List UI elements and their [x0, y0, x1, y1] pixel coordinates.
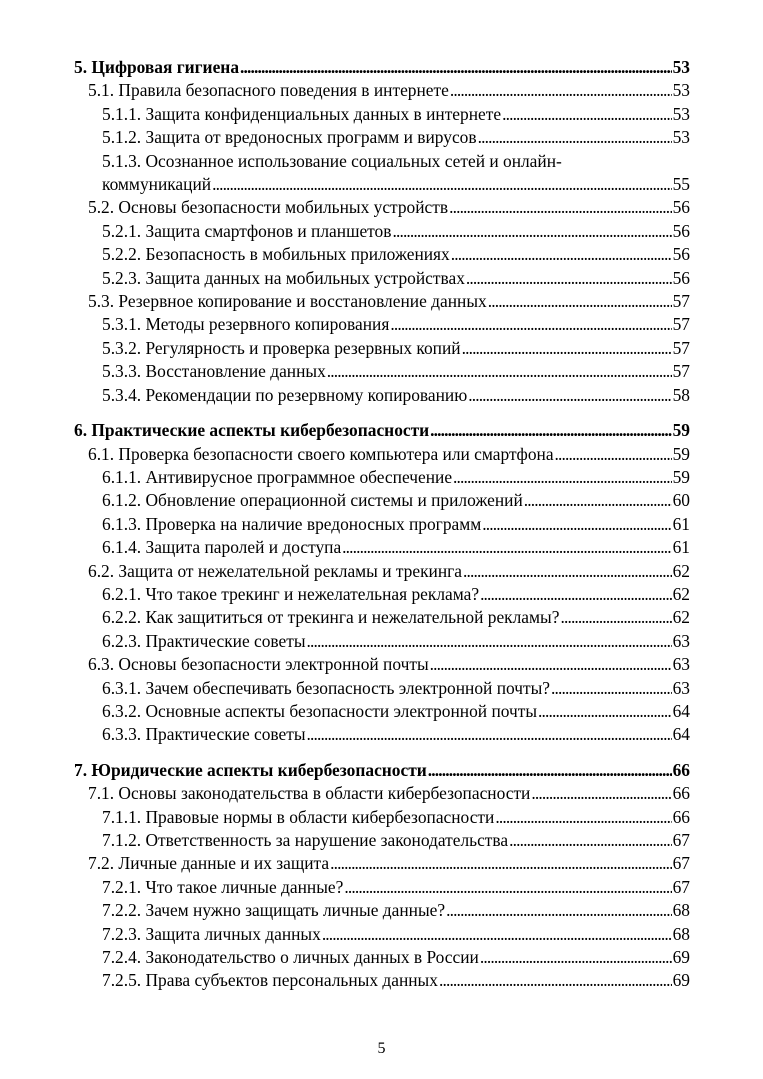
- dot-leader: [342, 536, 671, 559]
- toc-entry-title: 5.3.1. Методы резервного копирования: [102, 314, 390, 335]
- toc-entry-title: 6.1.3. Проверка на наличие вредоносных программ: [102, 513, 482, 534]
- toc-entry-title: 6.1.2. Обновление операционной системы и приложений: [102, 490, 523, 511]
- toc-entry-page: 63: [672, 654, 690, 675]
- toc-subsection[interactable]: [74, 267, 690, 290]
- toc-entry-title: 6.2. Защита от нежелательной рекламы и трекинга: [88, 560, 463, 581]
- toc-entry-title: 7. Юридические аспекты кибербезопасности: [74, 759, 427, 780]
- dot-leader: [495, 806, 671, 829]
- dot-leader: [450, 79, 672, 102]
- toc-entry-page: 64: [672, 700, 690, 721]
- toc-entry-page: 57: [672, 337, 690, 358]
- toc-subsection[interactable]: [74, 126, 690, 149]
- toc-subsection[interactable]: [74, 723, 690, 746]
- toc-subsection[interactable]: [74, 700, 690, 723]
- toc-entry-page: 55: [672, 174, 690, 195]
- toc-subsection[interactable]: [74, 384, 690, 407]
- dot-leader: [502, 103, 672, 126]
- dot-leader: [240, 56, 672, 79]
- toc-entry-page: 66: [672, 759, 690, 780]
- toc-entry-page: 68: [672, 923, 690, 944]
- dot-leader: [446, 899, 672, 922]
- toc-entry-title: 6.2.2. Как защититься от трекинга и нежелательной рекламы?: [102, 607, 560, 628]
- toc-entry-title: 6.2.3. Практические советы: [102, 630, 306, 651]
- toc-entry-page: 62: [672, 607, 690, 628]
- toc-entry-page: 56: [672, 197, 690, 218]
- dot-leader: [524, 489, 672, 512]
- dot-leader: [480, 946, 672, 969]
- toc-entry-title: 7.1. Основы законодательства в области кибербезопасности: [88, 783, 531, 804]
- toc-entry-page: 67: [672, 876, 690, 897]
- toc-entry-title: 5.2.1. Защита смартфонов и планшетов: [102, 220, 392, 241]
- toc-entry-page: 59: [672, 443, 690, 464]
- dot-leader: [478, 126, 672, 149]
- toc-entry-title: 6.3.2. Основные аспекты безопасности электронной почты: [102, 700, 538, 721]
- toc-subsection[interactable]: [74, 829, 690, 852]
- toc-entry-title: 5.3.4. Рекомендации по резервному копированию: [102, 384, 468, 405]
- toc-chapter[interactable]: [74, 419, 690, 442]
- toc-entry-page: 69: [672, 947, 690, 968]
- toc-subsection[interactable]: [74, 969, 690, 992]
- toc-subsection[interactable]: [74, 677, 690, 700]
- dot-leader: [555, 443, 672, 466]
- dot-leader: [468, 384, 671, 407]
- toc-entry-title: 6.3.3. Практические советы: [102, 724, 306, 745]
- dot-leader: [430, 653, 672, 676]
- toc-entry-title: 5.1.2. Защита от вредоносных программ и вирусов: [102, 127, 477, 148]
- dot-leader: [451, 243, 672, 266]
- dot-leader: [390, 313, 671, 336]
- toc-entry-page: 56: [672, 220, 690, 241]
- toc-entry-page: 67: [672, 853, 690, 874]
- toc-entry-page: 57: [672, 314, 690, 335]
- toc-subsection[interactable]: [74, 466, 690, 489]
- dot-leader: [327, 360, 672, 383]
- toc-entry-title: 6.1. Проверка безопасности своего компьютера или смартфона: [88, 443, 554, 464]
- toc-entry-page: 63: [672, 630, 690, 651]
- toc-section[interactable]: [74, 79, 690, 102]
- dot-leader: [453, 466, 672, 489]
- dot-leader: [428, 759, 672, 782]
- dot-leader: [551, 677, 672, 700]
- toc-subsection[interactable]: [74, 806, 690, 829]
- toc-subsection[interactable]: [74, 243, 690, 266]
- dot-leader: [480, 583, 672, 606]
- toc-subsection[interactable]: [74, 536, 690, 559]
- toc-entry-page: 53: [672, 127, 690, 148]
- toc-section[interactable]: [74, 782, 690, 805]
- dot-leader: [538, 700, 672, 723]
- dot-leader: [488, 290, 672, 313]
- dot-leader: [462, 337, 672, 360]
- toc-entry-title: 7.2. Личные данные и их защита: [88, 853, 330, 874]
- toc-section[interactable]: [74, 560, 690, 583]
- toc-entry-page: 62: [672, 583, 690, 604]
- toc-subsection[interactable]: [74, 923, 690, 946]
- toc-subsection[interactable]: [74, 360, 690, 383]
- toc-entry-title: 5.2.3. Защита данных на мобильных устройствах: [102, 267, 465, 288]
- dot-leader: [392, 220, 671, 243]
- toc-subsection[interactable]: [74, 899, 690, 922]
- toc-entry-title: 5.1.1. Защита конфиденциальных данных в интернете: [102, 103, 502, 124]
- toc-entry-page: 56: [672, 267, 690, 288]
- toc-entry-page: 59: [672, 420, 690, 441]
- dot-leader: [449, 196, 672, 219]
- toc-entry-title: 6.3.1. Зачем обеспечивать безопасность электронной почты?: [102, 677, 551, 698]
- toc-entry-title: 7.2.1. Что такое личные данные?: [102, 876, 344, 897]
- toc-entry-page: 66: [672, 806, 690, 827]
- toc-entry-page: 53: [672, 80, 690, 101]
- dot-leader: [307, 723, 672, 746]
- toc-entry-title: 5.3.2. Регулярность и проверка резервных копий: [102, 337, 461, 358]
- toc-entry-title: 5. Цифровая гигиена: [74, 57, 240, 77]
- toc-entry-title: 5.2.2. Безопасность в мобильных приложениях: [102, 244, 450, 265]
- dot-leader: [322, 923, 672, 946]
- toc-subsection[interactable]: [74, 606, 690, 629]
- toc-entry-page: 61: [672, 537, 690, 558]
- table-of-contents: [74, 56, 690, 993]
- toc-section[interactable]: [74, 443, 690, 466]
- toc-entry-page: 53: [672, 103, 690, 124]
- toc-entry-page: 61: [672, 513, 690, 534]
- toc-entry-page: 53: [672, 57, 690, 77]
- toc-subsection[interactable]: [74, 946, 690, 969]
- toc-entry-title: 7.1.1. Правовые нормы в области кибербезопасности: [102, 806, 495, 827]
- toc-entry-title: 7.1.2. Ответственность за нарушение законодательства: [102, 830, 509, 850]
- toc-entry-title: 6. Практические аспекты кибербезопасности: [74, 420, 430, 441]
- toc-subsection[interactable]: [74, 489, 690, 512]
- toc-entry-page: 63: [672, 677, 690, 698]
- toc-subsection[interactable]: [74, 337, 690, 360]
- toc-entry-page: 56: [672, 244, 690, 265]
- dot-leader: [430, 419, 671, 442]
- toc-entry-title: коммуникаций: [102, 174, 212, 195]
- page-number: 5: [377, 1040, 386, 1057]
- dot-leader: [344, 876, 671, 899]
- toc-chapter[interactable]: [74, 759, 690, 782]
- toc-subsection[interactable]: [74, 630, 690, 653]
- toc-entry-title: 7.2.4. Законодательство о личных данных в России: [102, 947, 479, 968]
- toc-entry-title: 5.3.3. Восстановление данных: [102, 361, 326, 382]
- toc-entry-page: 59: [672, 466, 690, 487]
- toc-section[interactable]: [74, 653, 690, 676]
- toc-subsection[interactable]: [74, 876, 690, 899]
- toc-subsection[interactable]: [74, 513, 690, 536]
- toc-entry-page: 57: [672, 361, 690, 382]
- toc-entry-title: 6.1.4. Защита паролей и доступа: [102, 537, 342, 558]
- toc-entry-title: 6.1.1. Антивирусное программное обеспечение: [102, 466, 453, 487]
- dot-leader: [307, 630, 672, 653]
- toc-section[interactable]: [74, 290, 690, 313]
- toc-entry-title: 6.3. Основы безопасности электронной почты: [88, 654, 429, 675]
- toc-entry-page: 60: [672, 490, 690, 511]
- toc-entry-title-line: 5.1.3. Осознанное использование социальных сетей и онлайн-: [102, 150, 562, 171]
- toc-subsection[interactable]: [74, 220, 690, 243]
- toc-entry-page: 58: [672, 384, 690, 405]
- toc-entry-title: 6.2.1. Что такое трекинг и нежелательная реклама?: [102, 583, 480, 604]
- dot-leader: [509, 829, 672, 852]
- toc-subsection[interactable]: [74, 313, 690, 336]
- dot-leader: [482, 513, 671, 536]
- toc-entry-title: 7.2.2. Зачем нужно защищать личные данные?: [102, 900, 446, 921]
- toc-entry-title: 7.2.5. Права субъектов персональных данных: [102, 970, 438, 991]
- toc-section[interactable]: [74, 852, 690, 875]
- dot-leader: [531, 782, 671, 805]
- toc-entry-title: 5.2. Основы безопасности мобильных устройств: [88, 197, 449, 218]
- dot-leader: [439, 969, 672, 992]
- dot-leader: [330, 852, 672, 875]
- toc-entry-page: 57: [672, 291, 690, 312]
- dot-leader: [560, 606, 671, 629]
- dot-leader: [466, 267, 672, 290]
- toc-entry-title: 7.2.3. Защита личных данных: [102, 923, 321, 944]
- dot-leader: [212, 173, 672, 196]
- toc-entry-page: 67: [672, 830, 690, 850]
- toc-subsection[interactable]: [74, 103, 690, 126]
- toc-subsection[interactable]: [74, 150, 690, 197]
- toc-entry-page: 66: [672, 783, 690, 804]
- toc-subsection[interactable]: [74, 583, 690, 606]
- toc-entry-title: 5.3. Резервное копирование и восстановление данных: [88, 291, 487, 312]
- toc-chapter[interactable]: [74, 56, 690, 79]
- toc-entry-page: 62: [672, 560, 690, 581]
- toc-section[interactable]: [74, 196, 690, 219]
- dot-leader: [463, 560, 672, 583]
- toc-entry-title: 5.1. Правила безопасного поведения в интернете: [88, 80, 449, 101]
- toc-entry-page: 68: [672, 900, 690, 921]
- toc-entry-page: 64: [672, 724, 690, 745]
- toc-entry-page: 69: [672, 970, 690, 991]
